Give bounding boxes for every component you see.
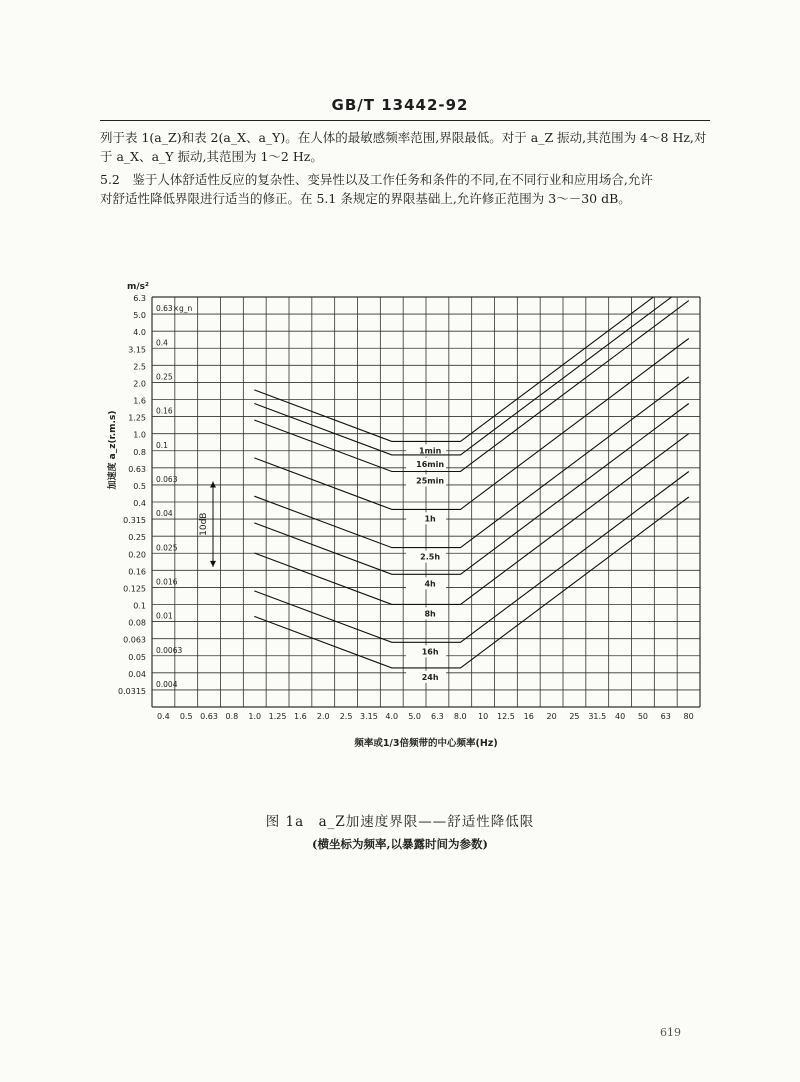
g-value-label: 0.63×g_n <box>156 304 193 314</box>
paragraph-line: 5.2 鉴于人体舒适性反应的复杂性、变异性以及工作任务和条件的不同,在不同行业和应用场合,允许 <box>100 172 653 187</box>
y-tick-label: 2.5 <box>133 362 146 372</box>
y-tick-label: 0.1 <box>133 601 146 611</box>
paragraph-line: 于 a_X、a_Y 振动,其范围为 1～2 Hz。 <box>100 149 323 164</box>
figure-subcaption: (横坐标为频率,以暴露时间为参数) <box>312 837 488 851</box>
x-tick-label: 0.63 <box>200 712 218 721</box>
x-tick-label: 10 <box>477 712 489 721</box>
g-value-label: 0.016 <box>156 577 178 587</box>
x-tick-label: 16 <box>523 712 534 721</box>
ten-db-arrow-head <box>210 482 216 488</box>
y-tick-label: 3.15 <box>128 345 146 355</box>
ten-db-label: 10dB <box>199 512 209 536</box>
y-tick-label: 0.63 <box>128 464 146 474</box>
y-tick-label: 0.04 <box>128 669 146 679</box>
x-tick-label: 0.8 <box>225 712 239 721</box>
g-value-label: 0.0063 <box>156 645 183 655</box>
y-tick-label: 0.125 <box>123 584 146 594</box>
y-tick-label: 1.0 <box>133 430 146 440</box>
x-tick-label: 1.0 <box>248 712 262 721</box>
x-tick-label: 4.0 <box>385 712 399 721</box>
y-tick-label: 0.20 <box>128 550 146 560</box>
y-tick-label: 1.6 <box>133 396 146 406</box>
x-tick-label: 2.5 <box>339 712 353 721</box>
x-tick-label: 1.6 <box>294 712 307 721</box>
curve-label: 16h <box>421 647 439 657</box>
x-tick-label: 63 <box>660 712 671 721</box>
x-tick-label: 2.0 <box>316 712 330 721</box>
y-tick-label: 0.5 <box>133 481 146 491</box>
y-tick-label: 4.0 <box>133 328 146 338</box>
y-tick-label: 0.16 <box>128 567 146 577</box>
y-tick-label: 0.08 <box>128 618 146 628</box>
g-value-label: 0.01 <box>156 611 173 621</box>
y-tick-label: 0.25 <box>128 533 146 543</box>
x-tick-label: 80 <box>683 712 694 721</box>
x-tick-label: 1.25 <box>268 712 287 721</box>
y-tick-label: 0.8 <box>133 447 146 457</box>
page-number: 619 <box>660 1026 681 1039</box>
figure-caption: 图 1a a_Z加速度界限——舒适性降低限 <box>265 814 535 830</box>
y-tick-label: 0.05 <box>128 652 146 662</box>
x-tick-label: 40 <box>614 712 626 721</box>
curve-label: 8h <box>424 609 436 619</box>
curve-label: 2.5h <box>420 552 441 562</box>
y-tick-label: 0.0315 <box>118 686 146 696</box>
g-value-label: 0.4 <box>156 338 168 348</box>
y-unit-label: m/s² <box>127 282 149 292</box>
paragraph-line: 对舒适性降低界限进行适当的修正。在 5.1 条规定的界限基础上,允许修正范围为 3～－30 dB。 <box>100 191 631 206</box>
x-tick-label: 0.5 <box>179 712 193 721</box>
y-tick-label: 0.063 <box>123 635 146 645</box>
x-tick-label: 50 <box>637 712 649 721</box>
y-tick-label: 0.4 <box>133 499 146 508</box>
curve-label: 24h <box>421 672 439 682</box>
curve-label: 1min <box>418 446 442 456</box>
curve-label: 25min <box>416 476 445 486</box>
ten-db-arrow-head <box>210 561 216 567</box>
g-value-label: 0.025 <box>156 543 178 553</box>
x-tick-label: 6.3 <box>431 712 444 721</box>
y-tick-label: 0.315 <box>123 516 146 526</box>
x-axis-label: 频率或1/3倍频带的中心频率(Hz) <box>354 738 498 749</box>
x-tick-label: 12.5 <box>497 712 515 721</box>
x-tick-label: 8.0 <box>453 712 467 721</box>
y-tick-label: 1.25 <box>128 413 146 423</box>
x-tick-label: 5.0 <box>408 712 421 721</box>
y-axis-label: 加速度 a_z(r.m.s) <box>108 410 118 490</box>
curve-label: 16min <box>416 459 445 469</box>
x-tick-label: 3.15 <box>360 712 378 721</box>
g-value-label: 0.1 <box>156 440 168 450</box>
g-value-label: 0.063 <box>156 474 178 484</box>
g-value-label: 0.04 <box>156 509 173 519</box>
x-tick-label: 0.4 <box>157 712 170 721</box>
y-tick-label: 6.3 <box>133 294 146 303</box>
curve-label: 4h <box>424 579 436 589</box>
g-value-label: 0.004 <box>156 679 178 689</box>
g-value-label: 0.25 <box>156 372 173 382</box>
paragraph-line: 列于表 1(a_Z)和表 2(a_X、a_Y)。在人体的最敏感频率范围,界限最低。对于 a_Z 振动,其范围为 4～8 Hz,对 <box>100 130 707 145</box>
y-tick-label: 5.0 <box>133 311 146 321</box>
curve-label: 1h <box>424 514 436 524</box>
x-tick-label: 20 <box>546 712 557 721</box>
y-tick-label: 2.0 <box>133 379 146 389</box>
page-header: GB/T 13442-92 <box>331 96 469 114</box>
x-tick-label: 25 <box>569 712 580 721</box>
x-tick-label: 31.5 <box>588 712 607 721</box>
g-value-label: 0.16 <box>156 406 173 416</box>
